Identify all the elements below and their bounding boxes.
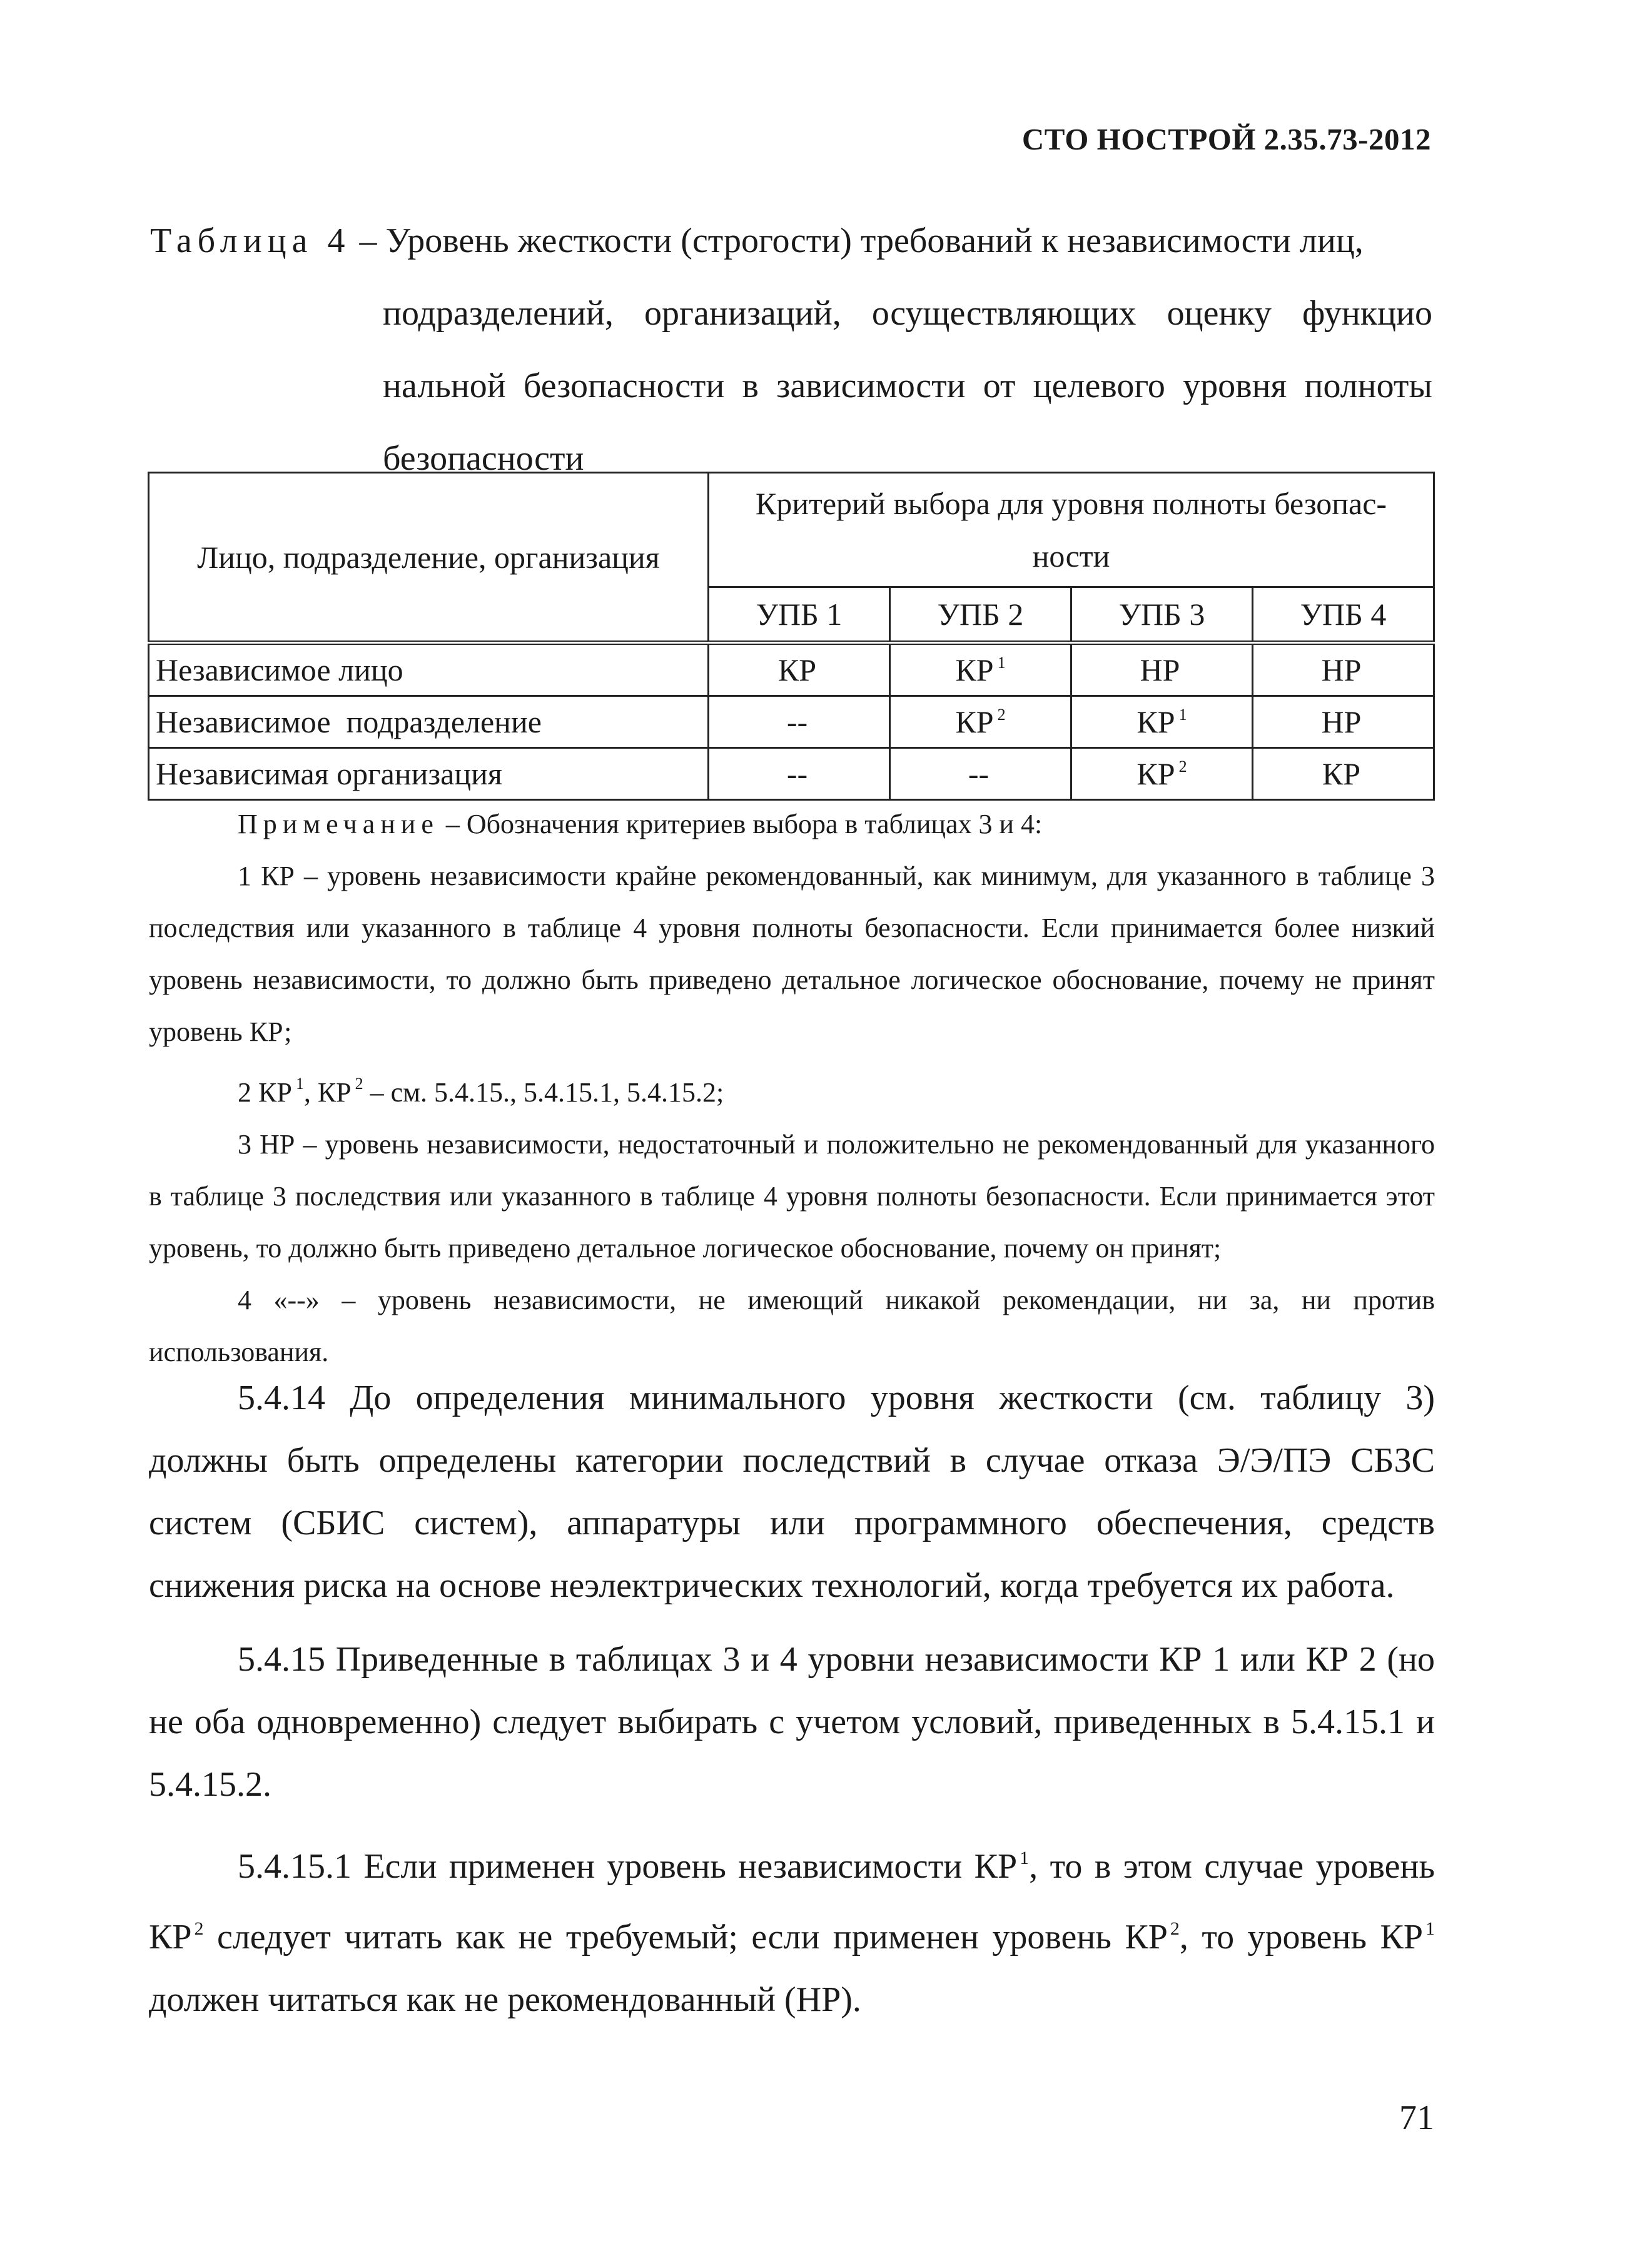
caption-line-2: подразделений, организаций, осуществляющих оценку функцио bbox=[383, 294, 1432, 333]
level-header-upb4: УПБ 4 bbox=[1253, 587, 1434, 643]
note-item-3: 3 НР – уровень независимости, недостаточный и положительно не рекомендованный для указанного в таблице 3 последствия или указанного в таблице 4 уровня полноты безопасности. Если принимается этот уровень, то должно быть приведено детальное логическое обоснование, почему он принят; bbox=[149, 1129, 1435, 1263]
criteria-cell: НР bbox=[1071, 643, 1253, 696]
note-item-2: 2 КР $^1$, КР $^2$ – см. 5.4.15., 5.4.15.1, 5.4.15.2; bbox=[238, 1075, 724, 1108]
entity-cell: Независимое подразделение bbox=[149, 696, 709, 748]
table-row bbox=[149, 643, 1434, 696]
level-header-upb1: УПБ 1 bbox=[709, 587, 890, 643]
entity-cell: Независимая организация bbox=[149, 748, 709, 800]
page-number: 71 bbox=[1399, 2098, 1434, 2137]
level-header-upb2: УПБ 2 bbox=[890, 587, 1071, 643]
note-label: Примечание bbox=[238, 809, 439, 839]
criteria-header-line-2: ности bbox=[1032, 539, 1110, 574]
caption-line-4: безопасности bbox=[383, 439, 584, 478]
note-intro: Примечание – Обозначения критериев выбора в таблицах 3 и 4: bbox=[238, 809, 1043, 839]
entity-column-header: Лицо, подразделение, организация bbox=[149, 473, 709, 643]
caption-label: Таблица 4 bbox=[150, 221, 351, 260]
caption-line-3: нальной безопасности в зависимости от целевого уровня полноты bbox=[383, 367, 1432, 405]
level-header-upb3: УПБ 3 bbox=[1071, 587, 1253, 643]
paragraph-5-4-15: 5.4.15 Приведенные в таблицах 3 и 4 уровни независимости КР 1 или КР 2 (но не оба одновременно) следует выбирать с учетом условий, приведенных в 5.4.15.1 и 5.4.15.2. bbox=[149, 1640, 1435, 1804]
table-row bbox=[149, 748, 1434, 800]
table-note bbox=[149, 798, 1435, 1378]
criteria-cell: КР bbox=[709, 643, 890, 696]
criteria-header bbox=[709, 473, 1434, 587]
body-text bbox=[149, 1367, 1435, 2031]
criteria-cell: НР bbox=[1253, 696, 1434, 748]
caption-line-1 bbox=[150, 205, 1432, 277]
criteria-cell: КР $^2$ bbox=[890, 696, 1071, 748]
paragraph-5-4-14: 5.4.14 До определения минимального уровня жесткости (см. таблицу 3) должны быть определены категории последствий в случае отказа Э/Э/ПЭ СБЗС систем (СБИС систем), аппаратуры или программного обеспечения, средств снижения риска на основе неэлектрических технологий, когда требуется их работа. bbox=[149, 1379, 1435, 1605]
paragraph-5-4-15-1: 5.4.15.1 Если применен уровень независимости КР $^1$, то в этом случае уровень КР $^2$ следует читать как не требуемый; если применен уровень КР $^2$, то уровень КР $^1$ должен читаться как не рекомендованный (НР). bbox=[149, 1847, 1435, 2019]
criteria-cell: КР $^1$ bbox=[1071, 696, 1253, 748]
caption-title-start: – Уровень жесткости (строгости) требований к независимости лиц, bbox=[350, 221, 1364, 260]
entity-cell: Независимое лицо bbox=[149, 643, 709, 696]
criteria-cell: КР $^2$ bbox=[1071, 748, 1253, 800]
note-item-1: 1 КР – уровень независимости крайне рекомендованный, как минимум, для указанного в таблице 3 последствия или указанного в таблице 4 уровня полноты безопасности. Если принимается более низкий уровень независимости, то должно быть приведено детальное логическое обоснование, почему не принят уровень КР; bbox=[149, 861, 1435, 1047]
criteria-cell: -- bbox=[709, 696, 890, 748]
table-header-row bbox=[149, 473, 1434, 587]
criteria-cell: НР bbox=[1253, 643, 1434, 696]
document-code-header: СТО НОСТРОЙ 2.35.73-2012 bbox=[1021, 122, 1431, 156]
criteria-cell: -- bbox=[890, 748, 1071, 800]
criteria-cell: КР bbox=[1253, 748, 1434, 800]
independence-requirements-table bbox=[148, 472, 1435, 801]
table-caption bbox=[150, 205, 1432, 495]
criteria-header-line-1: Критерий выбора для уровня полноты безопас- bbox=[755, 486, 1387, 521]
table-row bbox=[149, 696, 1434, 748]
criteria-cell: КР $^1$ bbox=[890, 643, 1071, 696]
note-item-4: 4 «--» – уровень независимости, не имеющий никакой рекомендации, ни за, ни против использования. bbox=[149, 1285, 1435, 1367]
criteria-cell: -- bbox=[709, 748, 890, 800]
